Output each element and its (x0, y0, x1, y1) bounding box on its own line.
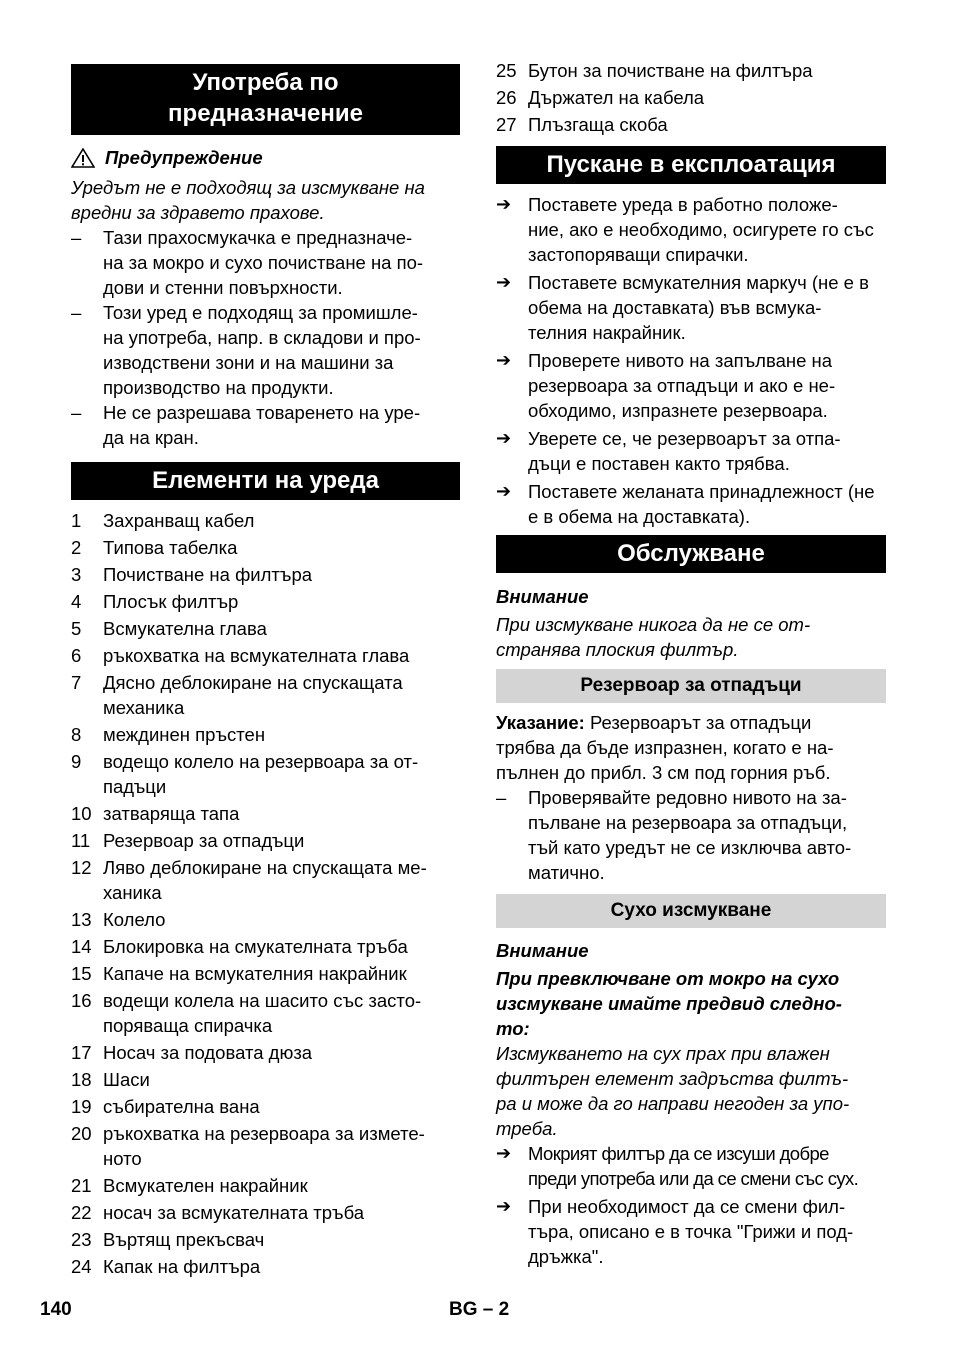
parts-list (71, 508, 460, 1281)
part-item (71, 1067, 460, 1092)
part-item (71, 1040, 460, 1065)
list-item (71, 400, 460, 450)
attention-bold-text: При превключване от мокро на сухо изсмукване имайте предвид следно- то: (496, 968, 842, 1039)
part-label: междинен пръстен (103, 724, 266, 745)
part-label: Всмукателен накрайник (103, 1175, 308, 1196)
arrow-right-icon: ➔ (496, 481, 512, 501)
part-number: 26 (496, 87, 517, 108)
part-number: 27 (496, 114, 517, 135)
part-number: 17 (71, 1042, 92, 1063)
part-item (496, 58, 886, 83)
step-text: При необходимост да се смени фил- търа, описано е в точка "Грижи и под- дръжка". (528, 1196, 854, 1267)
step-text: Поставете уреда в работно положе- ние, ако е необходимо, осигурете го със застопоряващи спирачки. (528, 194, 874, 265)
attention-title: Внимание (496, 940, 589, 961)
step-text: Проверете нивото на запълване на резервоара за отпадъци и ако е не- обходимо, изпразнете резервоара. (528, 350, 836, 421)
subheading-dry-vacuuming: Сухо изсмукване (496, 894, 886, 928)
step-item (496, 192, 886, 267)
warning-header (71, 145, 460, 170)
part-label: ръкохватка на всмукателната глава (103, 645, 410, 666)
subheading-waste-tank: Резервоар за отпадъци (496, 669, 886, 703)
note-paragraph: Указание: Резервоарът за отпадъци трябва да бъде изпразнен, когато е на- пълнен до прибл. 3 см под горния ръб. (496, 712, 834, 783)
part-label: Въртящ прекъсвач (103, 1229, 265, 1250)
part-label: Носач за подовата дюза (103, 1042, 313, 1063)
step-text: Мокрият филтър да се изсуши добре преди употреба или да се смени със сух. (528, 1143, 859, 1189)
part-number: 3 (71, 564, 82, 585)
list-item-text: Този уред е подходящ за промишле- на употреба, напр. в складови и про- изводствени зони и на машини за производство на продукти. (103, 302, 421, 398)
attention-text: Изсмукването на сух прах при влажен филтърен елемент задръства филтъ- ра и може да го направи негоден за упо- треба. (496, 1043, 850, 1139)
part-number: 21 (71, 1175, 92, 1196)
step-item (496, 1194, 886, 1269)
list-item-text: Проверявайте редовно нивото на за- пълване на резервоара за отпадъци, тъй като уредът не се изключва авто- матично. (528, 787, 852, 883)
part-number: 7 (71, 672, 82, 693)
part-number: 22 (71, 1202, 92, 1223)
part-label: затваряща тапа (103, 803, 240, 824)
attention-block-1 (496, 584, 886, 662)
step-text: Уверете се, че резервоарът за отпа- дъци е поставен както трябва. (528, 428, 841, 474)
dash-marker: – (71, 227, 82, 248)
dash-marker: – (496, 787, 507, 808)
part-label: Резервоар за отпадъци (103, 830, 305, 851)
part-number: 1 (71, 510, 82, 531)
part-number: 18 (71, 1069, 92, 1090)
commissioning-steps (496, 192, 886, 532)
part-label: носач за всмукателната тръба (103, 1202, 365, 1223)
arrow-right-icon: ➔ (496, 350, 512, 370)
attention-block-2 (496, 938, 886, 1269)
part-number: 4 (71, 591, 82, 612)
part-number: 24 (71, 1256, 92, 1277)
part-label: Захранващ кабел (103, 510, 255, 531)
part-label: Капак на филтъра (103, 1256, 261, 1277)
part-item (71, 670, 460, 720)
part-item (71, 1121, 460, 1171)
list-item (71, 225, 460, 300)
part-item (71, 749, 460, 799)
step-item (496, 1141, 886, 1191)
part-item (71, 722, 460, 747)
part-number: 2 (71, 537, 82, 558)
part-label: Държател на кабела (528, 87, 705, 108)
part-number: 9 (71, 751, 82, 772)
part-item (71, 855, 460, 905)
step-text: Поставете всмукателния маркуч (не е в обема на доставката) във всмука- телния накрайник. (528, 272, 869, 343)
part-item (71, 934, 460, 959)
part-number: 25 (496, 60, 517, 81)
warning-title: Предупреждение (105, 147, 263, 168)
part-label: водещи колела на шасито със засто- поряваща спирачка (103, 990, 422, 1036)
arrow-right-icon: ➔ (496, 1143, 512, 1163)
page-number: 140 (40, 1299, 72, 1320)
part-number: 5 (71, 618, 82, 639)
part-label: водещо колело на резервоара за от- падъци (103, 751, 419, 797)
part-item (71, 961, 460, 986)
part-item (71, 1173, 460, 1198)
part-item (71, 828, 460, 853)
arrow-right-icon: ➔ (496, 428, 512, 448)
heading-line-2: предназначение (168, 100, 363, 127)
part-label: Капаче на всмукателния накрайник (103, 963, 407, 984)
part-item (496, 112, 886, 137)
part-label: Ляво деблокиране на спускащата ме- ханика (103, 857, 427, 903)
section-code: BG – 2 (449, 1299, 510, 1320)
part-number: 15 (71, 963, 92, 984)
section-heading-operation: Обслужване (496, 535, 886, 573)
heading-line-1: Употреба по (192, 69, 339, 96)
part-number: 20 (71, 1123, 92, 1144)
tank-note-block (496, 710, 886, 885)
part-number: 23 (71, 1229, 92, 1250)
part-item (71, 801, 460, 826)
part-number: 13 (71, 909, 92, 930)
warning-triangle-icon (71, 148, 95, 168)
list-item (496, 785, 886, 885)
warning-block (71, 145, 460, 450)
part-label: Плосък филтър (103, 591, 239, 612)
part-item (496, 85, 886, 110)
part-label: Почистване на филтъра (103, 564, 313, 585)
arrow-right-icon: ➔ (496, 1196, 512, 1216)
list-item-text: Не се разрешава товаренето на уре- да на кран. (103, 402, 421, 448)
part-item (71, 643, 460, 668)
part-item (71, 508, 460, 533)
parts-list-continued (496, 58, 886, 139)
part-label: Всмукателна глава (103, 618, 267, 639)
part-number: 12 (71, 857, 92, 878)
section-heading-commissioning: Пускане в експлоатация (496, 146, 886, 184)
part-item (71, 988, 460, 1038)
part-item (71, 616, 460, 641)
part-item (71, 535, 460, 560)
part-label: Колело (103, 909, 166, 930)
part-item (71, 1094, 460, 1119)
attention-text: При изсмукване никога да не се от- странява плоския филтър. (496, 614, 811, 660)
part-number: 14 (71, 936, 92, 957)
part-number: 8 (71, 724, 82, 745)
part-item (71, 1227, 460, 1252)
step-text: Поставете желаната принадлежност (не е в обема на доставката). (528, 481, 875, 527)
arrow-right-icon: ➔ (496, 272, 512, 292)
part-item (71, 589, 460, 614)
step-item (496, 270, 886, 345)
part-label: събирателна вана (103, 1096, 260, 1117)
part-label: Плъзгаща скоба (528, 114, 668, 135)
part-label: Блокировка на смукателната тръба (103, 936, 408, 957)
part-item (71, 1200, 460, 1225)
dash-marker: – (71, 402, 82, 423)
part-label: Дясно деблокиране на спускащата механика (103, 672, 403, 718)
list-item-text: Тази прахосмукачка е предназначе- на за мокро и сухо почистване на по- дови и стенни повърхности. (103, 227, 424, 298)
step-item (496, 479, 886, 529)
dash-marker: – (71, 302, 82, 323)
part-label: Шаси (103, 1069, 150, 1090)
part-number: 6 (71, 645, 82, 666)
warning-text: Уредът не е подходящ за изсмукване на вредни за здравето прахове. (71, 177, 425, 223)
part-number: 11 (71, 830, 91, 851)
part-number: 16 (71, 990, 92, 1011)
section-heading-intended-use (71, 64, 460, 135)
section-heading-device-elements: Елементи на уреда (71, 462, 460, 500)
part-label: ръкохватка на резервоара за измете- ното (103, 1123, 425, 1169)
step-item (496, 348, 886, 423)
step-item (496, 426, 886, 476)
list-item (71, 300, 460, 400)
part-label: Типова табелка (103, 537, 238, 558)
arrow-right-icon: ➔ (496, 194, 512, 214)
part-item (71, 562, 460, 587)
note-label: Указание: (496, 712, 585, 733)
part-label: Бутон за почистване на филтъра (528, 60, 813, 81)
attention-title: Внимание (496, 586, 589, 607)
part-item (71, 907, 460, 932)
part-number: 19 (71, 1096, 92, 1117)
part-item (71, 1254, 460, 1279)
part-number: 10 (71, 803, 92, 824)
